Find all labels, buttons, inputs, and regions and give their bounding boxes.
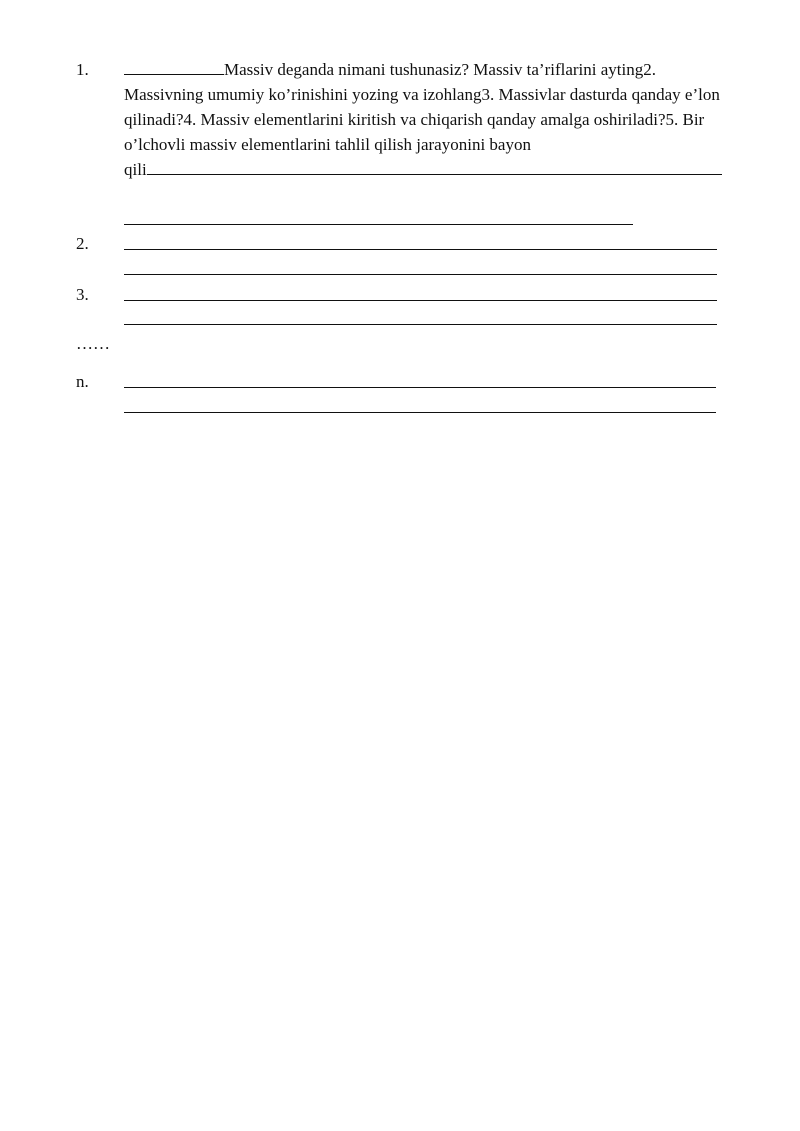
answer-line[interactable] xyxy=(124,412,716,413)
item-1-text-line1: Massiv deganda nimani tushunasiz? Massiv ta’riflarini ayting2. xyxy=(224,60,656,79)
answer-line[interactable] xyxy=(124,249,717,250)
item-1-text-tail: qili xyxy=(124,160,147,179)
answer-line[interactable] xyxy=(124,224,633,225)
item-number-2: 2. xyxy=(76,234,89,253)
answer-line[interactable] xyxy=(124,274,717,275)
answer-blank[interactable] xyxy=(124,60,224,75)
item-number-n: n. xyxy=(76,372,89,391)
item-number-3: 3. xyxy=(76,285,89,304)
answer-line[interactable] xyxy=(124,300,717,301)
item-1-text xyxy=(124,57,724,182)
ellipsis: …… xyxy=(76,334,110,353)
item-number-1: 1. xyxy=(76,60,89,79)
answer-line[interactable] xyxy=(147,160,722,175)
answer-line[interactable] xyxy=(124,387,716,388)
answer-line[interactable] xyxy=(124,324,717,325)
item-1-text-rest: Massivning umumiy ko’rinishini yozing va izohlang3. Massivlar dasturda qanday e’lon qilinadi?4. Massiv elementlarini kiritish va chiqarish qanday amalga oshiriladi?5. Bir o’lchovli massiv elementlarini tahlil qilish jarayonini bayon xyxy=(124,85,720,154)
